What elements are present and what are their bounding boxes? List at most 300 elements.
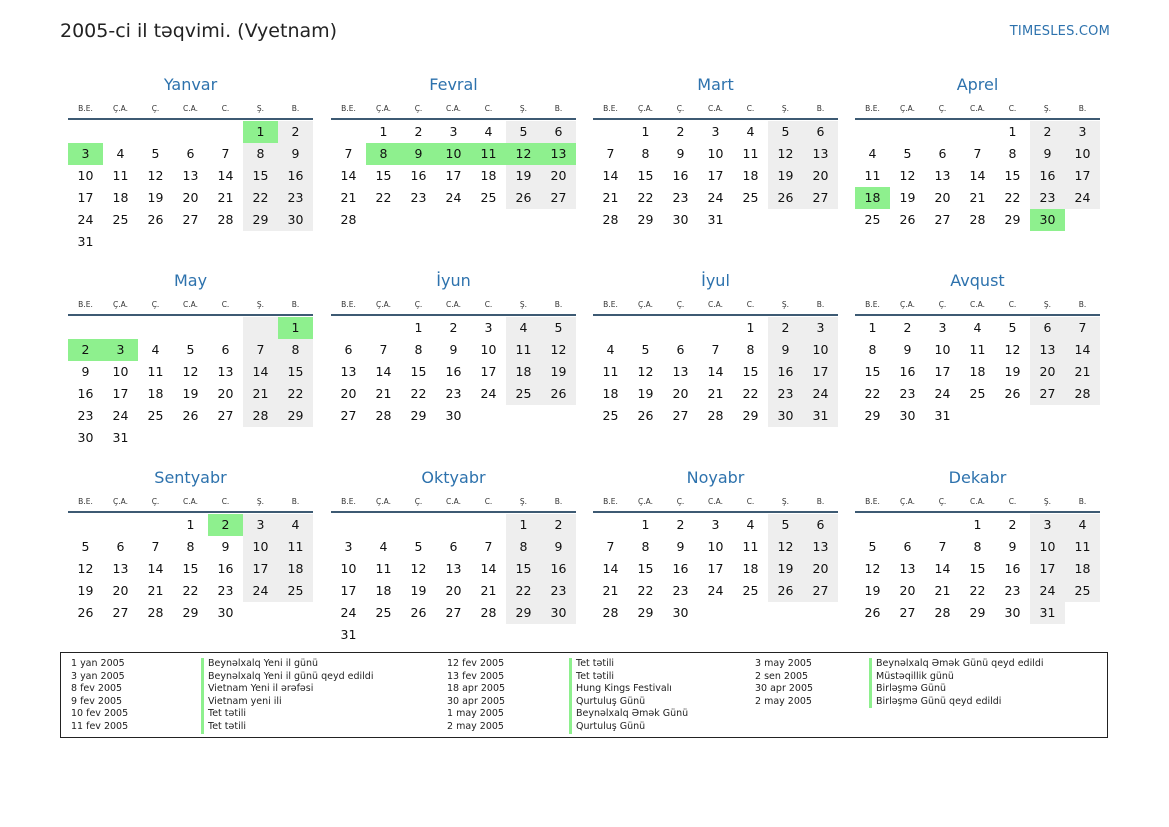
day-cell[interactable]: 21	[969, 190, 986, 205]
day-cell[interactable]: 3	[484, 320, 493, 335]
day-cell[interactable]: 12	[899, 168, 916, 183]
day-cell[interactable]: 20	[112, 583, 129, 598]
day-cell[interactable]: 25	[742, 583, 759, 598]
day-cell[interactable]: 19	[77, 583, 94, 598]
day-cell[interactable]: 25	[147, 408, 164, 423]
day-cell[interactable]: 15	[1004, 168, 1021, 183]
day-cell[interactable]: 29	[506, 602, 541, 624]
day-cell[interactable]: 6	[449, 539, 458, 554]
day-cell[interactable]: 21	[707, 386, 724, 401]
day-cell[interactable]: 1	[414, 320, 423, 335]
day-cell[interactable]: 2	[414, 124, 423, 139]
day-cell[interactable]: 7	[484, 539, 493, 554]
day-cell[interactable]: 3	[344, 539, 353, 554]
day-cell[interactable]: 16	[899, 364, 916, 379]
day-cell[interactable]: 20	[182, 190, 199, 205]
holiday-day-cell[interactable]: 2	[208, 514, 243, 536]
holiday-day-cell[interactable]: 1	[278, 317, 313, 339]
day-cell[interactable]: 28	[1065, 383, 1100, 405]
day-cell[interactable]: 29	[182, 605, 199, 620]
day-cell[interactable]: 29	[637, 212, 654, 227]
day-cell[interactable]: 9	[1008, 539, 1017, 554]
day-cell[interactable]: 5	[541, 317, 576, 339]
day-cell[interactable]: 31	[112, 430, 129, 445]
day-cell[interactable]: 9	[1030, 143, 1065, 165]
day-cell[interactable]: 11	[278, 536, 313, 558]
day-cell[interactable]: 28	[707, 408, 724, 423]
day-cell[interactable]: 18	[375, 583, 392, 598]
day-cell[interactable]: 11	[112, 168, 129, 183]
day-cell[interactable]: 2	[676, 124, 685, 139]
day-cell[interactable]: 13	[217, 364, 234, 379]
holiday-day-cell[interactable]: 30	[1030, 209, 1065, 231]
day-cell[interactable]: 13	[1030, 339, 1065, 361]
day-cell[interactable]: 30	[217, 605, 234, 620]
day-cell[interactable]: 16	[672, 168, 689, 183]
day-cell[interactable]: 10	[340, 561, 357, 576]
day-cell[interactable]: 15	[506, 558, 541, 580]
day-cell[interactable]: 2	[768, 317, 803, 339]
day-cell[interactable]: 23	[278, 187, 313, 209]
day-cell[interactable]: 3	[449, 124, 458, 139]
day-cell[interactable]: 27	[217, 408, 234, 423]
day-cell[interactable]: 19	[182, 386, 199, 401]
day-cell[interactable]: 21	[1065, 361, 1100, 383]
day-cell[interactable]: 27	[803, 187, 838, 209]
day-cell[interactable]: 22	[1004, 190, 1021, 205]
day-cell[interactable]: 26	[506, 187, 541, 209]
day-cell[interactable]: 1	[1008, 124, 1017, 139]
day-cell[interactable]: 30	[278, 209, 313, 231]
day-cell[interactable]: 27	[112, 605, 129, 620]
day-cell[interactable]: 1	[641, 124, 650, 139]
day-cell[interactable]: 30	[672, 212, 689, 227]
day-cell[interactable]: 26	[410, 605, 427, 620]
day-cell[interactable]: 17	[480, 364, 497, 379]
day-cell[interactable]: 24	[707, 190, 724, 205]
day-cell[interactable]: 2	[541, 514, 576, 536]
day-cell[interactable]: 15	[742, 364, 759, 379]
day-cell[interactable]: 7	[1065, 317, 1100, 339]
day-cell[interactable]: 25	[742, 190, 759, 205]
day-cell[interactable]: 31	[803, 405, 838, 427]
day-cell[interactable]: 15	[637, 561, 654, 576]
day-cell[interactable]: 29	[278, 405, 313, 427]
day-cell[interactable]: 20	[672, 386, 689, 401]
day-cell[interactable]: 19	[147, 190, 164, 205]
day-cell[interactable]: 24	[243, 580, 278, 602]
day-cell[interactable]: 7	[151, 539, 160, 554]
day-cell[interactable]: 12	[147, 168, 164, 183]
day-cell[interactable]: 25	[506, 383, 541, 405]
holiday-day-cell[interactable]: 2	[68, 339, 103, 361]
day-cell[interactable]: 22	[742, 386, 759, 401]
holiday-day-cell[interactable]: 10	[436, 143, 471, 165]
day-cell[interactable]: 9	[768, 339, 803, 361]
day-cell[interactable]: 9	[541, 536, 576, 558]
day-cell[interactable]: 14	[480, 561, 497, 576]
day-cell[interactable]: 10	[112, 364, 129, 379]
day-cell[interactable]: 26	[1004, 386, 1021, 401]
day-cell[interactable]: 16	[278, 165, 313, 187]
day-cell[interactable]: 27	[541, 187, 576, 209]
day-cell[interactable]: 25	[375, 605, 392, 620]
day-cell[interactable]: 27	[672, 408, 689, 423]
day-cell[interactable]: 18	[602, 386, 619, 401]
day-cell[interactable]: 30	[541, 602, 576, 624]
day-cell[interactable]: 4	[973, 320, 982, 335]
day-cell[interactable]: 11	[742, 539, 759, 554]
day-cell[interactable]: 2	[1008, 517, 1017, 532]
day-cell[interactable]: 6	[803, 514, 838, 536]
day-cell[interactable]: 31	[707, 212, 724, 227]
day-cell[interactable]: 24	[77, 212, 94, 227]
day-cell[interactable]: 28	[480, 605, 497, 620]
day-cell[interactable]: 29	[742, 408, 759, 423]
day-cell[interactable]: 22	[410, 386, 427, 401]
day-cell[interactable]: 8	[186, 539, 195, 554]
day-cell[interactable]: 14	[1065, 339, 1100, 361]
day-cell[interactable]: 2	[676, 517, 685, 532]
day-cell[interactable]: 25	[602, 408, 619, 423]
day-cell[interactable]: 20	[541, 165, 576, 187]
day-cell[interactable]: 13	[899, 561, 916, 576]
day-cell[interactable]: 22	[243, 187, 278, 209]
day-cell[interactable]: 18	[112, 190, 129, 205]
day-cell[interactable]: 28	[147, 605, 164, 620]
day-cell[interactable]: 27	[934, 212, 951, 227]
day-cell[interactable]: 22	[182, 583, 199, 598]
day-cell[interactable]: 23	[217, 583, 234, 598]
day-cell[interactable]: 3	[711, 124, 720, 139]
day-cell[interactable]: 16	[410, 168, 427, 183]
day-cell[interactable]: 27	[445, 605, 462, 620]
day-cell[interactable]: 29	[243, 209, 278, 231]
day-cell[interactable]: 23	[445, 386, 462, 401]
day-cell[interactable]: 15	[410, 364, 427, 379]
day-cell[interactable]: 16	[1030, 165, 1065, 187]
day-cell[interactable]: 23	[768, 383, 803, 405]
day-cell[interactable]: 12	[77, 561, 94, 576]
day-cell[interactable]: 10	[77, 168, 94, 183]
day-cell[interactable]: 17	[803, 361, 838, 383]
day-cell[interactable]: 28	[375, 408, 392, 423]
day-cell[interactable]: 20	[899, 583, 916, 598]
day-cell[interactable]: 28	[602, 212, 619, 227]
day-cell[interactable]: 12	[768, 143, 803, 165]
day-cell[interactable]: 18	[1065, 558, 1100, 580]
day-cell[interactable]: 3	[803, 317, 838, 339]
day-cell[interactable]: 6	[541, 121, 576, 143]
day-cell[interactable]: 8	[506, 536, 541, 558]
day-cell[interactable]: 26	[637, 408, 654, 423]
day-cell[interactable]: 12	[1004, 342, 1021, 357]
day-cell[interactable]: 13	[672, 364, 689, 379]
day-cell[interactable]: 8	[746, 342, 755, 357]
day-cell[interactable]: 14	[602, 561, 619, 576]
day-cell[interactable]: 3	[711, 517, 720, 532]
day-cell[interactable]: 15	[182, 561, 199, 576]
day-cell[interactable]: 17	[340, 583, 357, 598]
holiday-day-cell[interactable]: 3	[68, 143, 103, 165]
day-cell[interactable]: 20	[803, 558, 838, 580]
day-cell[interactable]: 25	[112, 212, 129, 227]
day-cell[interactable]: 22	[864, 386, 881, 401]
day-cell[interactable]: 24	[445, 190, 462, 205]
day-cell[interactable]: 11	[147, 364, 164, 379]
day-cell[interactable]: 2	[1030, 121, 1065, 143]
day-cell[interactable]: 26	[77, 605, 94, 620]
day-cell[interactable]: 11	[506, 339, 541, 361]
day-cell[interactable]: 17	[707, 168, 724, 183]
day-cell[interactable]: 8	[243, 143, 278, 165]
day-cell[interactable]: 7	[606, 146, 615, 161]
day-cell[interactable]: 6	[903, 539, 912, 554]
day-cell[interactable]: 15	[864, 364, 881, 379]
day-cell[interactable]: 12	[182, 364, 199, 379]
day-cell[interactable]: 6	[116, 539, 125, 554]
day-cell[interactable]: 6	[803, 121, 838, 143]
day-cell[interactable]: 1	[973, 517, 982, 532]
day-cell[interactable]: 31	[340, 627, 357, 642]
day-cell[interactable]: 31	[934, 408, 951, 423]
day-cell[interactable]: 28	[934, 605, 951, 620]
day-cell[interactable]: 19	[637, 386, 654, 401]
day-cell[interactable]: 17	[243, 558, 278, 580]
day-cell[interactable]: 15	[375, 168, 392, 183]
day-cell[interactable]: 14	[602, 168, 619, 183]
day-cell[interactable]: 18	[506, 361, 541, 383]
day-cell[interactable]: 13	[182, 168, 199, 183]
day-cell[interactable]: 10	[1030, 536, 1065, 558]
day-cell[interactable]: 18	[742, 561, 759, 576]
day-cell[interactable]: 7	[711, 342, 720, 357]
day-cell[interactable]: 23	[410, 190, 427, 205]
day-cell[interactable]: 19	[768, 558, 803, 580]
day-cell[interactable]: 4	[506, 317, 541, 339]
day-cell[interactable]: 19	[541, 361, 576, 383]
day-cell[interactable]: 12	[864, 561, 881, 576]
day-cell[interactable]: 24	[480, 386, 497, 401]
day-cell[interactable]: 27	[182, 212, 199, 227]
day-cell[interactable]: 10	[243, 536, 278, 558]
day-cell[interactable]: 7	[606, 539, 615, 554]
day-cell[interactable]: 28	[969, 212, 986, 227]
day-cell[interactable]: 15	[243, 165, 278, 187]
day-cell[interactable]: 4	[606, 342, 615, 357]
day-cell[interactable]: 10	[1065, 143, 1100, 165]
day-cell[interactable]: 6	[221, 342, 230, 357]
day-cell[interactable]: 29	[637, 605, 654, 620]
day-cell[interactable]: 3	[1030, 514, 1065, 536]
day-cell[interactable]: 27	[1030, 383, 1065, 405]
day-cell[interactable]: 19	[1004, 364, 1021, 379]
holiday-day-cell[interactable]: 3	[103, 339, 138, 361]
day-cell[interactable]: 6	[1030, 317, 1065, 339]
day-cell[interactable]: 7	[973, 146, 982, 161]
day-cell[interactable]: 15	[969, 561, 986, 576]
day-cell[interactable]: 21	[934, 583, 951, 598]
day-cell[interactable]: 20	[1030, 361, 1065, 383]
day-cell[interactable]: 4	[746, 124, 755, 139]
day-cell[interactable]: 1	[186, 517, 195, 532]
day-cell[interactable]: 5	[186, 342, 195, 357]
day-cell[interactable]: 8	[414, 342, 423, 357]
day-cell[interactable]: 25	[480, 190, 497, 205]
day-cell[interactable]: 2	[903, 320, 912, 335]
day-cell[interactable]: 5	[151, 146, 160, 161]
day-cell[interactable]: 11	[864, 168, 881, 183]
day-cell[interactable]: 19	[864, 583, 881, 598]
day-cell[interactable]: 5	[903, 146, 912, 161]
day-cell[interactable]: 21	[340, 190, 357, 205]
day-cell[interactable]: 15	[278, 361, 313, 383]
day-cell[interactable]: 28	[340, 212, 357, 227]
day-cell[interactable]: 21	[375, 386, 392, 401]
day-cell[interactable]: 30	[768, 405, 803, 427]
day-cell[interactable]: 10	[707, 539, 724, 554]
day-cell[interactable]: 8	[868, 342, 877, 357]
day-cell[interactable]: 22	[637, 583, 654, 598]
holiday-day-cell[interactable]: 18	[855, 187, 890, 209]
day-cell[interactable]: 19	[506, 165, 541, 187]
day-cell[interactable]: 6	[186, 146, 195, 161]
day-cell[interactable]: 28	[243, 405, 278, 427]
day-cell[interactable]: 21	[602, 583, 619, 598]
day-cell[interactable]: 25	[969, 386, 986, 401]
day-cell[interactable]: 14	[243, 361, 278, 383]
day-cell[interactable]: 11	[1065, 536, 1100, 558]
day-cell[interactable]: 18	[480, 168, 497, 183]
day-cell[interactable]: 16	[217, 561, 234, 576]
day-cell[interactable]: 1	[868, 320, 877, 335]
day-cell[interactable]: 28	[602, 605, 619, 620]
day-cell[interactable]: 7	[243, 339, 278, 361]
day-cell[interactable]: 11	[602, 364, 619, 379]
day-cell[interactable]: 29	[1004, 212, 1021, 227]
day-cell[interactable]: 4	[116, 146, 125, 161]
day-cell[interactable]: 21	[147, 583, 164, 598]
day-cell[interactable]: 25	[1065, 580, 1100, 602]
day-cell[interactable]: 24	[934, 386, 951, 401]
day-cell[interactable]: 14	[217, 168, 234, 183]
day-cell[interactable]: 16	[541, 558, 576, 580]
day-cell[interactable]: 16	[1004, 561, 1021, 576]
day-cell[interactable]: 3	[938, 320, 947, 335]
day-cell[interactable]: 25	[278, 580, 313, 602]
day-cell[interactable]: 23	[672, 190, 689, 205]
day-cell[interactable]: 23	[899, 386, 916, 401]
day-cell[interactable]: 26	[147, 212, 164, 227]
day-cell[interactable]: 5	[768, 514, 803, 536]
day-cell[interactable]: 17	[707, 561, 724, 576]
site-link[interactable]: TIMESLES.COM	[1009, 24, 1110, 39]
day-cell[interactable]: 7	[379, 342, 388, 357]
day-cell[interactable]: 16	[768, 361, 803, 383]
day-cell[interactable]: 10	[480, 342, 497, 357]
day-cell[interactable]: 20	[803, 165, 838, 187]
day-cell[interactable]: 7	[221, 146, 230, 161]
day-cell[interactable]: 29	[410, 408, 427, 423]
day-cell[interactable]: 13	[934, 168, 951, 183]
day-cell[interactable]: 5	[1008, 320, 1017, 335]
day-cell[interactable]: 26	[864, 605, 881, 620]
day-cell[interactable]: 11	[742, 146, 759, 161]
day-cell[interactable]: 12	[541, 339, 576, 361]
day-cell[interactable]: 23	[672, 583, 689, 598]
day-cell[interactable]: 25	[864, 212, 881, 227]
day-cell[interactable]: 22	[375, 190, 392, 205]
day-cell[interactable]: 7	[344, 146, 353, 161]
day-cell[interactable]: 23	[1004, 583, 1021, 598]
day-cell[interactable]: 9	[676, 539, 685, 554]
day-cell[interactable]: 3	[243, 514, 278, 536]
holiday-day-cell[interactable]: 12	[506, 143, 541, 165]
day-cell[interactable]: 4	[746, 517, 755, 532]
day-cell[interactable]: 11	[375, 561, 392, 576]
day-cell[interactable]: 24	[340, 605, 357, 620]
day-cell[interactable]: 27	[803, 580, 838, 602]
day-cell[interactable]: 16	[77, 386, 94, 401]
day-cell[interactable]: 1	[746, 320, 755, 335]
day-cell[interactable]: 8	[1008, 146, 1017, 161]
day-cell[interactable]: 6	[344, 342, 353, 357]
day-cell[interactable]: 1	[641, 517, 650, 532]
day-cell[interactable]: 23	[1030, 187, 1065, 209]
day-cell[interactable]: 16	[672, 561, 689, 576]
day-cell[interactable]: 30	[445, 408, 462, 423]
day-cell[interactable]: 10	[934, 342, 951, 357]
day-cell[interactable]: 17	[934, 364, 951, 379]
day-cell[interactable]: 4	[1065, 514, 1100, 536]
day-cell[interactable]: 17	[1065, 165, 1100, 187]
day-cell[interactable]: 5	[506, 121, 541, 143]
day-cell[interactable]: 17	[445, 168, 462, 183]
day-cell[interactable]: 24	[1065, 187, 1100, 209]
day-cell[interactable]: 27	[340, 408, 357, 423]
day-cell[interactable]: 5	[81, 539, 90, 554]
day-cell[interactable]: 9	[81, 364, 90, 379]
day-cell[interactable]: 13	[112, 561, 129, 576]
day-cell[interactable]: 14	[969, 168, 986, 183]
day-cell[interactable]: 15	[637, 168, 654, 183]
day-cell[interactable]: 21	[217, 190, 234, 205]
day-cell[interactable]: 17	[77, 190, 94, 205]
day-cell[interactable]: 12	[410, 561, 427, 576]
day-cell[interactable]: 17	[1030, 558, 1065, 580]
day-cell[interactable]: 5	[641, 342, 650, 357]
day-cell[interactable]: 22	[506, 580, 541, 602]
day-cell[interactable]: 22	[969, 583, 986, 598]
day-cell[interactable]: 30	[1004, 605, 1021, 620]
day-cell[interactable]: 9	[278, 143, 313, 165]
day-cell[interactable]: 20	[934, 190, 951, 205]
day-cell[interactable]: 26	[768, 580, 803, 602]
day-cell[interactable]: 18	[147, 386, 164, 401]
day-cell[interactable]: 26	[541, 383, 576, 405]
day-cell[interactable]: 16	[445, 364, 462, 379]
day-cell[interactable]: 31	[77, 234, 94, 249]
day-cell[interactable]: 11	[969, 342, 986, 357]
day-cell[interactable]: 4	[868, 146, 877, 161]
day-cell[interactable]: 4	[379, 539, 388, 554]
day-cell[interactable]: 9	[676, 146, 685, 161]
day-cell[interactable]: 24	[112, 408, 129, 423]
day-cell[interactable]: 7	[938, 539, 947, 554]
day-cell[interactable]: 12	[637, 364, 654, 379]
day-cell[interactable]: 17	[112, 386, 129, 401]
day-cell[interactable]: 13	[803, 143, 838, 165]
